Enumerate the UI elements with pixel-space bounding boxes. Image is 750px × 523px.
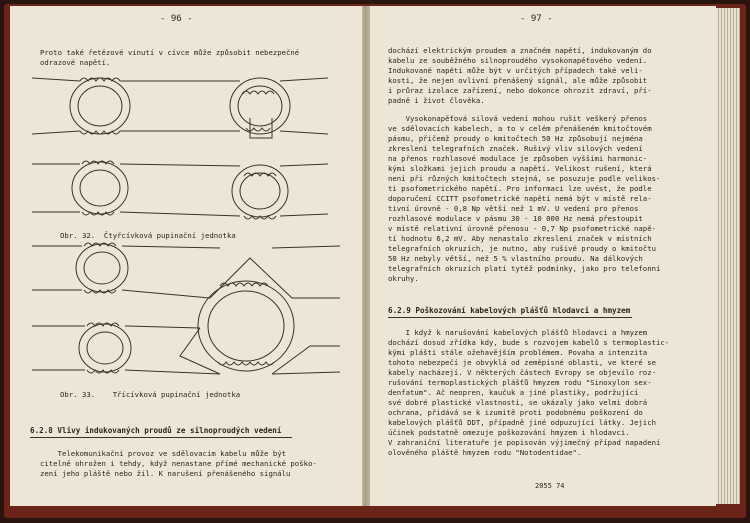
intro-line-2: odrazové napětí. bbox=[40, 58, 111, 67]
p2-line: tivní úrovně - 0,8 Np větší než 1 mV. U vedení pro přenos bbox=[388, 204, 639, 213]
left-page bbox=[10, 6, 362, 506]
p1-line: dochází elektrickým proudem a značném napětí, indukovaným do bbox=[388, 46, 652, 55]
p3-line: V zahraniční literatuře je popisován výjimečný případ napadení bbox=[388, 438, 661, 447]
p3-line: ochrana, přidává se k izumitě proti podobnému poškození do bbox=[388, 408, 643, 417]
p3-line: účinek podstatně omezuje poškozování hmyzem i hlodavci. bbox=[388, 428, 630, 437]
p2-line: okruhy. bbox=[388, 274, 419, 283]
section-line-1: Telekomunikační provoz ve sdělovacím kabelu může být bbox=[40, 449, 287, 458]
p1-line: kosti, že nejen ovlivní přenášený signál, ale může způsobit bbox=[388, 76, 648, 85]
p3-line: dochází dosud zřídka kdy, bude s rozvojem kabelů s termoplastic- bbox=[388, 338, 670, 347]
section-heading-629: 6.2.9 Poškozování kabelových plášťů hlodavci a hmyzem bbox=[388, 306, 631, 315]
p3-line: kabelových plášťů DDT, případně jiné odpuzující látky. Jejich bbox=[388, 418, 656, 427]
page-edges bbox=[716, 8, 740, 504]
p3-line: kabely nacházejí. V některých částech Evropy se objevilo roz- bbox=[388, 368, 656, 377]
p2-line: rozhlasové modulace v pásmu 30 - 10 000 Hz nemá přestoupit bbox=[388, 214, 643, 223]
p3-line: rušování termoplastických plášťů hmyzem rodu "Sinoxylon sex- bbox=[388, 378, 652, 387]
p2-line: tí hodnotu 6,2 mV. Aby nenastalo zkreslení značek v místních bbox=[388, 234, 652, 243]
p1-line: Indukované napětí může být v určitých případech také veli- bbox=[388, 66, 643, 75]
p2-line: pásmu, přičemž proudy o kmitočtech 50 Hz způsobují nejména bbox=[388, 134, 643, 143]
heading-underline-right bbox=[388, 317, 632, 318]
figure-32 bbox=[32, 161, 328, 219]
p2-line: doporučení CCITT psofometrické napětí nemá být v místě rela- bbox=[388, 194, 652, 203]
p3-line: své dobré plastické vlastnosti, se ukázaly jako velmi dobrá bbox=[388, 398, 648, 407]
p1-line: kabelu ze souběžného silnoproudého vysokonapěťového vedení. bbox=[388, 56, 648, 65]
p3-line: kými plášti stále ožehavějším problémem. Povaha a intenzita bbox=[388, 348, 648, 357]
page-number-left: - 96 - bbox=[160, 14, 193, 24]
p2-line: zkreslení telegrafních značek. Rušivý vliv silových vedení bbox=[388, 144, 643, 153]
section-line-3: zení jeho pláště nebo žil. K narušení přenášeného signálu bbox=[40, 469, 291, 478]
p1-line: i průraz izolace zařízení, nebo dokonce ohrozit zdraví, pří- bbox=[388, 86, 652, 95]
print-code-footer: 2055 74 bbox=[535, 482, 565, 490]
right-page bbox=[370, 6, 716, 506]
page-number-right: - 97 - bbox=[520, 14, 553, 24]
p3-line: I když k narušování kabelových plášťů hlodavci a hmyzem bbox=[388, 328, 648, 337]
p2-line: na přenos rozhlasové modulace je způsoben vyššími harmonic- bbox=[388, 154, 648, 163]
section-heading-628: 6.2.8 Vlivy indukovaných proudů ze silnoproudých vedení bbox=[30, 426, 282, 435]
section-line-2: citelně ohrožen i tehdy, když nenastane přímé mechanické poško- bbox=[40, 459, 317, 468]
p1-line: padně i život člověka. bbox=[388, 96, 485, 105]
p2-line: v místě relativní úrovně přenosu - 0,7 Np psofometrické napě- bbox=[388, 224, 656, 233]
p2-line: kými složkami jejich proudu a napětí. Velikost rušení, která bbox=[388, 164, 652, 173]
p2-line: ve sdělovacích kabelech, a to v celém přenášeném kmitočtovém bbox=[388, 124, 652, 133]
p2-line: telegrafních okruzích platí tytéž podmínky, jako pro telefonní bbox=[388, 264, 661, 273]
p2-line: Vysokonapěťová silová vedení mohou rušit veškerý přenos bbox=[388, 114, 648, 123]
figure-33 bbox=[32, 243, 340, 374]
p3-line: olověného pláště hmyzem rodu "Notodentidae". bbox=[388, 448, 582, 457]
p2-line: 50 Hz nebyly větší, než 5 % vlastního proudu. Na dálkových bbox=[388, 254, 643, 263]
intro-line-1: Proto také řetězové vinutí v cívce může způsobit nebezpečné bbox=[40, 48, 300, 57]
figure-32-caption: Obr. 32. Čtyřcívková pupinační jednotka bbox=[60, 231, 236, 240]
p2-line: není při různých kmitočtech stejná, se posuzuje podle velikos- bbox=[388, 174, 661, 183]
p2-line: telegrafních okruzích, je nutno, aby rušivé proudy o kmitočtu bbox=[388, 244, 656, 253]
p2-line: ti psofometrického napětí. Pro informaci lze uvést, že podle bbox=[388, 184, 652, 193]
p3-line: tohoto nebezpečí je obvyklá od zeměpisné oblasti, ve které se bbox=[388, 358, 656, 367]
p3-line: denfatum". Ač neopren, kaučuk a jiné plastiky, podržující bbox=[388, 388, 639, 397]
figure-33-caption: Obr. 33. Třícívková pupinační jednotka bbox=[60, 390, 241, 399]
diagram-top bbox=[32, 78, 328, 138]
heading-underline-left bbox=[30, 437, 292, 438]
